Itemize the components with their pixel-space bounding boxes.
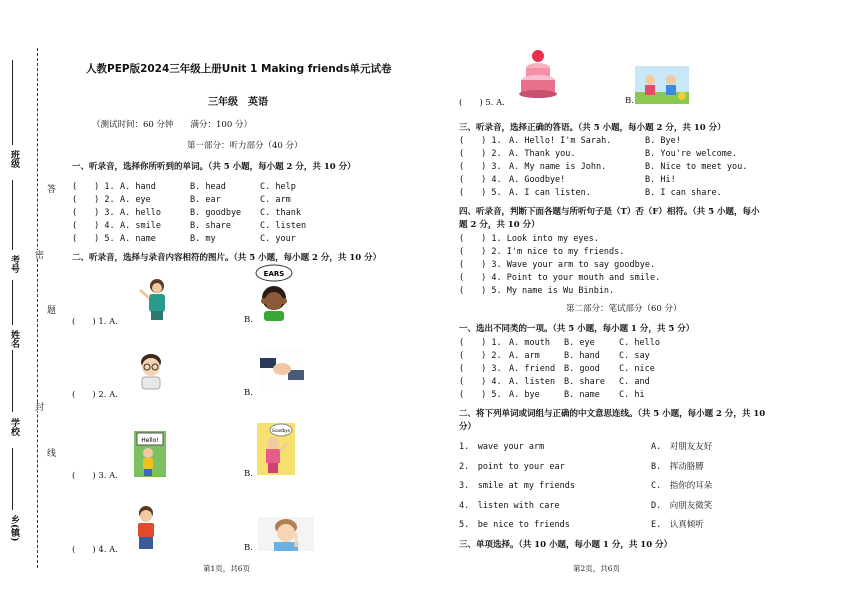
- match-right-item: D. 向朋友微笑: [651, 501, 713, 511]
- friends-playing-image: [635, 66, 689, 104]
- seal-mark: 密: [33, 250, 43, 259]
- question-row: ( ) 4. A. listen B. share C. and: [459, 377, 650, 387]
- match-right-item: C. 指你的耳朵: [651, 481, 713, 491]
- question-row: ( ) 4. A.: [72, 545, 118, 555]
- boy-hello-image: [134, 431, 166, 477]
- option-label: B.: [244, 469, 253, 479]
- match-right-item: B. 挥动胳膊: [651, 462, 704, 472]
- section-title: 三、听录音，选择正确的答语。（共 5 小题，每小题 2 分，共 10 分）: [459, 123, 726, 133]
- match-left-item: 3. smile at my friends: [459, 481, 575, 491]
- boy-touching-ear-image: [258, 517, 314, 551]
- question-row: ( ) 2. I'm nice to my friends.: [459, 247, 625, 257]
- time-info: （测试时间：60 分钟 满分：100 分）: [92, 120, 252, 130]
- question-row: ( ) 1. A. Hello! I'm Sarah. B. Bye!: [459, 136, 681, 146]
- question-row: ( ) 1. A.: [72, 317, 118, 327]
- goodbye-bubble-text: Goodbye: [272, 428, 290, 433]
- class-underline: [12, 60, 13, 145]
- match-right-item: E. 认真倾听: [651, 520, 704, 530]
- name-label: 姓名: [9, 330, 19, 348]
- grade-subject: 三年级 英语: [208, 97, 268, 108]
- section-title-cont: 题 2 分，共 10 分）: [459, 220, 540, 230]
- question-row: ( ) 2. A. Thank you. B. You're welcome.: [459, 149, 738, 159]
- id-underline: [12, 180, 13, 250]
- option-label: B.: [244, 388, 253, 398]
- question-row: ( ) 4. A. smile B. share C. listen: [72, 221, 307, 231]
- question-row: ( ) 5. A. I can listen. B. I can share.: [459, 188, 722, 198]
- seal-mark: 线: [45, 448, 55, 457]
- ears-bubble-text: EARS: [263, 270, 285, 278]
- question-row: ( ) 3. A. hello B. goodbye C. thank: [72, 208, 301, 218]
- question-row: ( ) 5. My name is Wu Binbin.: [459, 286, 615, 296]
- question-row: ( ) 4. A. Goodbye! B. Hi!: [459, 175, 676, 185]
- exam-title: 人教PEP版2024三年级上册Unit 1 Making friends单元试卷: [86, 63, 392, 75]
- man-glasses-image: [136, 352, 166, 390]
- question-row: ( ) 1. A. hand B. head C. help: [72, 182, 296, 192]
- woman-pointing-image: [137, 278, 173, 322]
- seal-mark: 封: [33, 402, 43, 411]
- page-footer: 第2页，共6页: [573, 564, 621, 573]
- question-row: ( ) 2. A. arm B. hand C. say: [459, 351, 650, 361]
- question-row: ( ) 2. A.: [72, 390, 118, 400]
- question-row: ( ) 1. A. mouth B. eye C. hello: [459, 338, 660, 348]
- section-title: 一、选出不同类的一项。（共 5 小题，每小题 1 分，共 5 分）: [459, 324, 695, 334]
- section-title: 三、单项选择。（共 10 小题，每小题 1 分，共 10 分）: [459, 540, 673, 550]
- option-label: B.: [244, 315, 253, 325]
- birthday-cake-image: [518, 48, 558, 100]
- section-title: 二、将下列单词或词组与正确的中文意思连线。（共 5 小题，每小题 2 分，共 10: [459, 409, 766, 419]
- match-left-item: 2. point to your ear: [459, 462, 565, 472]
- match-right-item: A. 对朋友友好: [651, 442, 713, 452]
- question-row: ( ) 4. Point to your mouth and smile.: [459, 273, 661, 283]
- question-row: ( ) 5. A.: [459, 98, 505, 108]
- question-row: ( ) 5. A. name B. my C. your: [72, 234, 296, 244]
- page-footer: 第1页，共6页: [203, 564, 251, 573]
- section-title: 一、听录音，选择你所听到的单词。（共 5 小题，每小题 2 分，共 10 分）: [72, 162, 356, 172]
- option-label: B.: [244, 543, 253, 553]
- option-label: B.: [625, 96, 634, 106]
- school-label: 学校: [9, 418, 19, 436]
- question-row: ( ) 3. Wave your arm to say goodbye.: [459, 260, 656, 270]
- section-title: 四、听录音，判断下面各题与所听句子是（T）否（F）相符。（共 5 小题，每小: [459, 207, 760, 217]
- question-row: ( ) 3. A.: [72, 471, 118, 481]
- boy-ears-image: [252, 264, 296, 322]
- seal-line: [37, 48, 38, 568]
- id-label: 考号: [9, 255, 19, 273]
- handshake-image: [260, 348, 304, 392]
- seal-mark: 题: [45, 305, 55, 314]
- question-row: ( ) 3. A. My name is John. B. Nice to meet you.: [459, 162, 748, 172]
- part2-title: 第二部分：笔试部分（60 分）: [566, 304, 682, 314]
- name-underline: [12, 280, 13, 325]
- part1-title: 第一部分：听力部分（40 分）: [187, 141, 303, 151]
- town-label: 乡(镇): [9, 515, 19, 542]
- girl-goodbye-image: [257, 423, 295, 475]
- town-underline: [12, 448, 13, 510]
- match-left-item: 4. listen with care: [459, 501, 560, 511]
- question-row: ( ) 3. A. friend B. good C. nice: [459, 364, 655, 374]
- class-label: 班级: [9, 150, 19, 168]
- binding-margin: [0, 0, 60, 607]
- question-row: ( ) 2. A. eye B. ear C. arm: [72, 195, 291, 205]
- section-title: 二、听录音，选择与录音内容相符的图片。（共 5 小题，每小题 2 分，共 10 分）: [72, 253, 382, 263]
- match-left-item: 1. wave your arm: [459, 442, 545, 452]
- hello-sign-text: Hello!: [141, 437, 159, 444]
- match-left-item: 5. be nice to friends: [459, 520, 570, 530]
- section-title-cont: 分）: [459, 422, 477, 432]
- seal-mark: 答: [45, 184, 55, 193]
- question-row: ( ) 1. Look into my eyes.: [459, 234, 599, 244]
- school-underline: [12, 350, 13, 412]
- question-row: ( ) 5. A. bye B. name C. hi: [459, 390, 645, 400]
- boy-smiling-image: [133, 505, 159, 551]
